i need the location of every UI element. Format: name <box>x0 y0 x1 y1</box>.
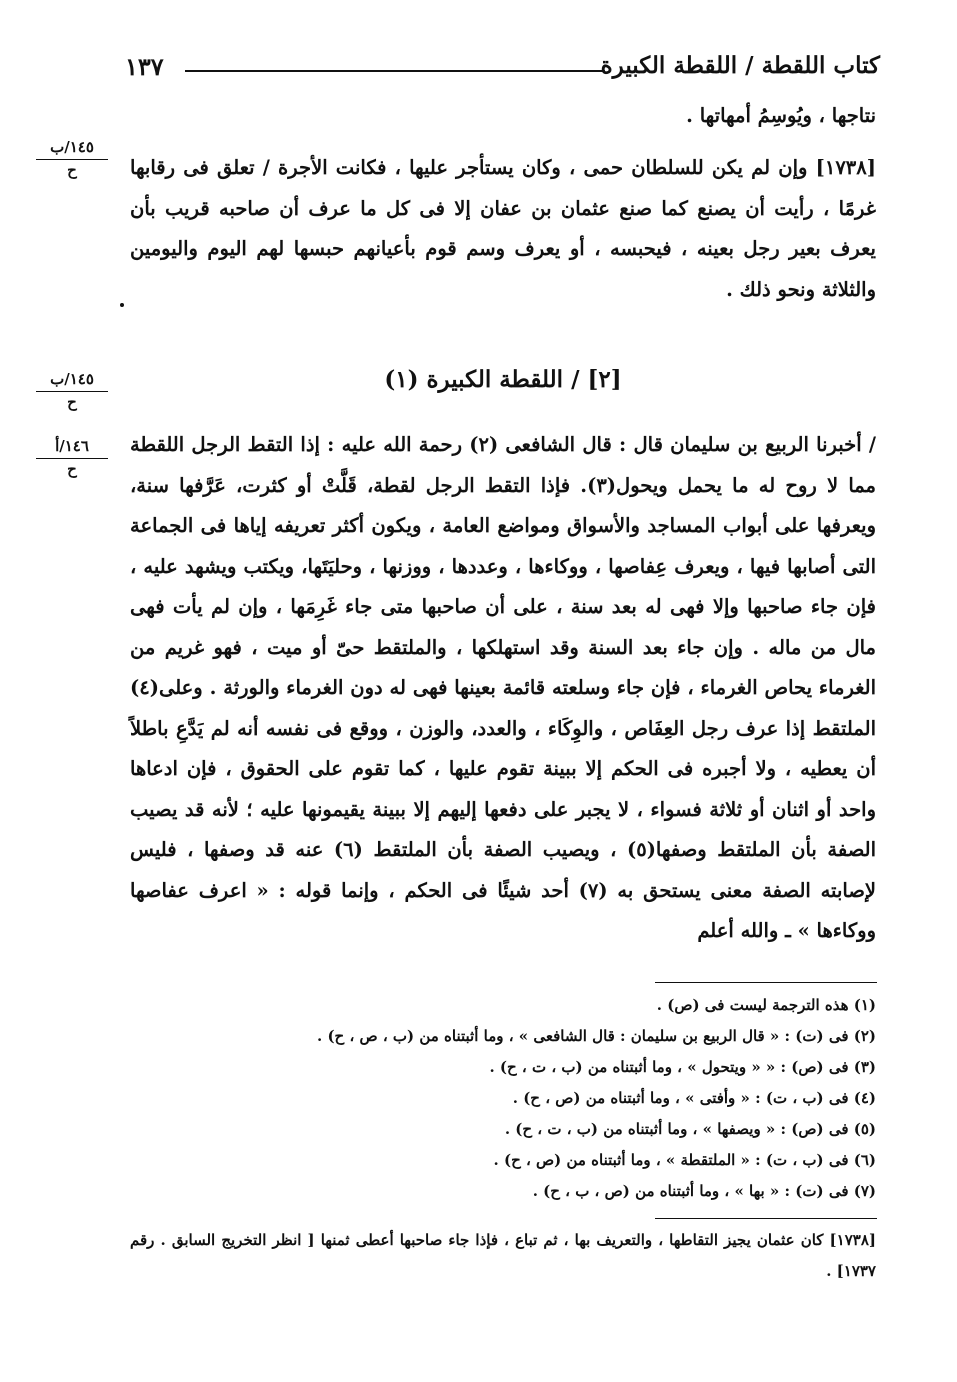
footnote: (٤) فى (ب ، ت) : « وأفتى » ، وما أثبتناه من (ص ، ح) . <box>512 1089 876 1107</box>
stray-mark <box>120 303 124 307</box>
reference-note: [١٧٣٨] كان عثمان يجيز التقاطها ، والتعريف بها ، ثم تباع ، فإذا جاء صاحبها أعطى ثمنها [ انظر التخريج السابق . رقم ١٧٣٧] . <box>130 1231 877 1280</box>
page-number: ١٣٧ <box>125 52 164 81</box>
margin-note-folio: ١٤٥/ب <box>36 370 108 392</box>
footnote-divider <box>655 982 877 983</box>
page-header <box>125 52 880 92</box>
header-rule <box>185 70 605 72</box>
paragraph-continuation: نتاجها ، ويُوسِمُ أمهاتها . <box>686 104 876 127</box>
reference-divider <box>655 1218 877 1219</box>
footnote: (٦) فى (ب ، ت) : « الملتقطة » ، وما أثبتناه من (ص ، ح) . <box>493 1151 876 1169</box>
margin-note-manuscript-ref <box>36 138 108 180</box>
margin-note-folio: ١٤٥/ب <box>36 138 108 160</box>
margin-note-manuscript-ref <box>36 370 108 412</box>
margin-note-siglum: ح <box>67 460 77 478</box>
margin-note-siglum: ح <box>67 161 77 179</box>
footnote: (٥) فى (ص) : « ويصفها » ، وما أثبتناه من (ب ، ت ، ح) . <box>504 1120 876 1138</box>
footnotes-list <box>130 990 876 1207</box>
footnote: (٧) فى (ت) : « بها » ، وما أثبتناه من (ص ، ب ، ح) . <box>532 1182 876 1200</box>
margin-note-siglum: ح <box>67 393 77 411</box>
paragraph-main: / أخبرنا الربيع بن سليمان قال : قال الشافعى (٢) رحمة الله عليه : إذا التقط الرجل اللقطة مما لا روح له ما يحمل ويحول(٣). فإذا التقط الرجل لقطة، قَلَّتْ أو كثرت، عَرَّفها سنة، ويعرفها على أبواب المساجد والأسواق ومواضع العامة ، ويكون أكثر تعريفه إياها فى الجماعة التى أصابها فيها ، ويعرف عِفاصها ، ووكاءها ، وعددها ، ووزنها ، وحليَتَها، ويكتب ويشهد عليه ، فإن جاء صاحبها وإلا فهى له بعد سنة ، على أن صاحبها متى جاء غَرِمَها ، وإن لم يأت فهى مال من ماله . وإن جاء بعد السنة وقد استهلكها ، والملتقط حىّ أو ميت ، فهو غريم من الغرماء يحاص الغرماء ، فإن جاء وسلعته قائمة بعينها فهى له دون الغرماء والورثة . وعلى(٤) الملتقط إذا عرف رجل العِفَاص ، والوِكَاء ، والعدد، والوزن ، ووقع فى نفسه أنه لم يَدَّعِ باطلاً أن يعطيه ، ولا أجبره فى الحكم إلا ببينة تقوم عليها ، كما تقوم على الحقوق ، فإن ادعاها واحد أو اثنان أو ثلاثة فسواء ، لا يجبر على دفعها إليهم إلا ببينة يقيمونها عليه ؛ لأنه قد يصيب الصفة بأن الملتقط وصفها(٥) ، ويصيب الصفة بأن الملتقط (٦) عنه قد وصفها ، فليس لإصابته الصفة معنى يستحق به (٧) أحد شيئًا فى الحكم ، وإنما قوله : « اعرف عفاصها ووكاءها » ـ والله أعلم <box>130 433 876 942</box>
section-heading: [٢] / اللقطة الكبيرة (١) <box>384 366 622 393</box>
footnote: (١) هذه الترجمة ليست فى (ص) . <box>656 996 876 1014</box>
footnote: (٣) فى (ص) : « « ويتحول » ، وما أثبتناه من (ب ، ت ، ح) . <box>489 1058 876 1076</box>
footnote: (٢) فى (ت) : « قال الربيع بن سليمان : قال الشافعى » ، وما أثبتناه من (ب ، ص ، ح) . <box>317 1027 876 1045</box>
margin-note-folio: ١٤٦/أ <box>36 437 108 459</box>
paragraph-1738: [١٧٣٨] وإن لم يكن للسلطان حمى ، وكان يستأجر عليها ، فكانت الأجرة / تعلق فى رقابها غرمًا ، رأيت أن يصنع كما صنع عثمان بن عفان إلا فى كل ما عرف أن صاحبه قريب بأن يعرف بعير رجل بعينه ، فيحبسه ، أو يعرف وسم قوم بأعيانهم حبسها لهم اليوم واليومين والثلاثة ونحو ذلك . <box>130 156 876 301</box>
running-title: كتاب اللقطة / اللقطة الكبيرة <box>600 52 880 79</box>
margin-note-manuscript-ref <box>36 437 108 479</box>
